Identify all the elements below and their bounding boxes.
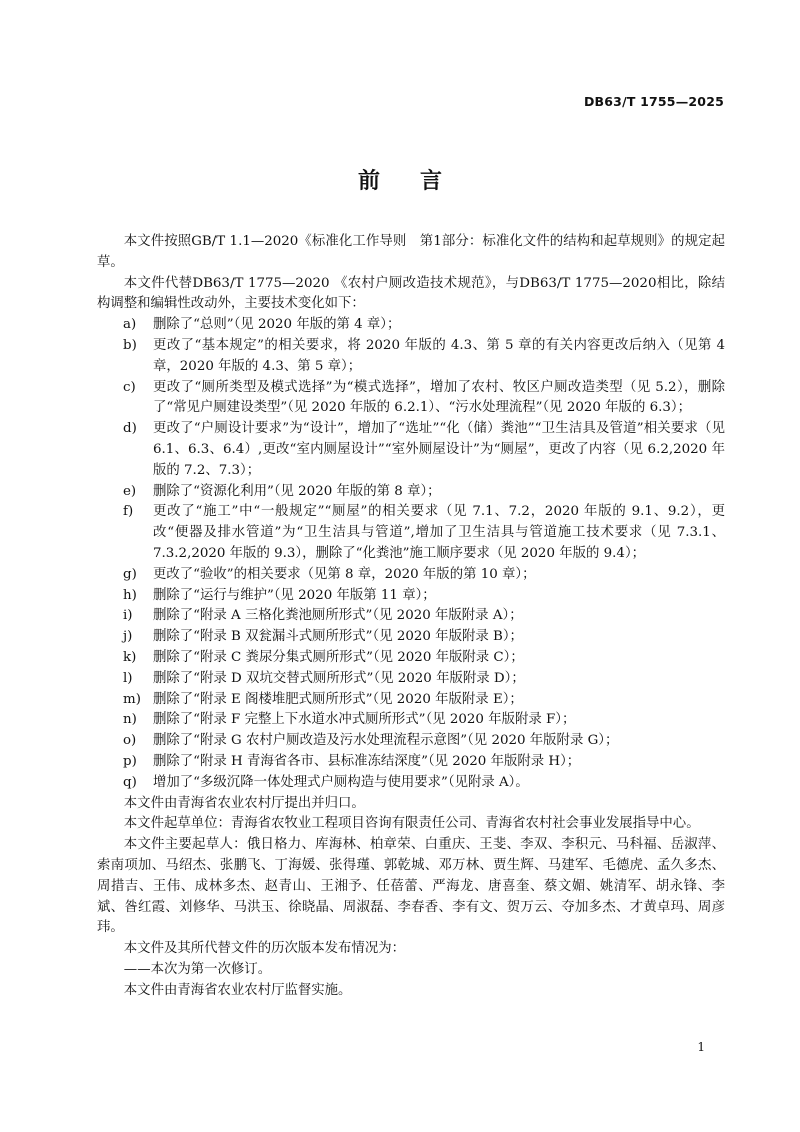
list-item-text: 删除了“附录 B 双瓮漏斗式厕所形式”（见 2020 年版附录 B）； [153,629,523,645]
list-item [97,586,725,607]
list-item-label: o) [123,733,137,749]
proposer-paragraph: 本文件由青海省农业农村厅提出并归口。 [123,795,365,811]
list-item-label: m) [123,691,141,707]
list-item-text: 删除了“附录 A 三格化粪池厕所形式”（见 2020 年版附录 A）； [153,608,523,624]
list-item-label: c) [123,379,136,395]
list-item [97,565,725,586]
list-item-label: b) [123,337,137,353]
list-item [97,710,725,731]
intro-paragraph-drafting-rules: 本文件按照GB/T 1.1—2020《标准化工作导则 第1部分：标准化文件的结构和起草规则》的规定起草。 [97,234,725,270]
list-item [97,502,725,564]
list-item [97,378,725,420]
list-item [97,606,725,627]
list-item [97,336,725,378]
list-item [97,419,725,481]
list-item-label: h) [123,587,137,603]
list-item [97,773,725,794]
list-item-label: n) [123,712,137,728]
list-item-text: 更改了“施工”中“一般规定”“厕屋”的相关要求（见 7.1、7.2，2020 年版的 9.1、9.2），更改“便器及排水管道”为“卫生洁具与管道”,增加了卫生洁具与管道施工技术要求（见 7.3.1、7.3.2,2020 年版的 9.3），删除了“化粪池”施工顺序要求（见 2020 年版的 9.4）； [153,504,725,561]
list-item-label: l) [123,670,133,686]
list-item-label: j) [123,629,133,645]
version-history-paragraph: 本文件及其所代替文件的历次版本发布情况为： [123,941,405,957]
page-number: 1 [697,1040,705,1054]
list-item [97,627,725,648]
list-item-text: 删除了“资源化利用”（见 2020 年版的第 8 章）； [153,483,441,499]
list-item [97,669,725,690]
list-item-label: i) [123,608,133,624]
document-body [97,232,725,1001]
list-item-text: 更改了“验收”的相关要求（见第 8 章，2020 年版的第 10 章）； [153,566,536,582]
drafting-units-paragraph: 本文件起草单位：青海省农牧业工程项目咨询有限责任公司、青海省农村社会事业发展指导中心。 [123,816,700,832]
list-item-label: e) [123,483,137,499]
list-item-text: 删除了“附录 E 阁楼堆肥式厕所形式”（见 2020 年版附录 E）； [153,691,523,707]
list-item [97,690,725,711]
list-item-label: a) [123,317,137,333]
list-item-text: 删除了“附录 H 青海省各市、县标准冻结深度”（见 2020 年版附录 H）； [153,753,581,769]
list-item-label: f) [123,504,134,520]
drafters-paragraph: 本文件主要起草人：俄日格力、库海林、柏章荣、白重庆、王斐、李双、李积元、马科福、岳淑萍、索南项加、马绍杰、张鹏飞、丁海媛、张得瑾、郭乾城、邓万林、贾生辉、马建军、毛德虎、孟久多杰、周措吉、王伟、成林多杰、赵青山、王湘予、任蓓蕾、严海龙、唐喜奎、蔡文媚、姚清军、胡永锋、李斌、昝红霞、刘修华、马洪玉、徐晓晶、周淑磊、李春香、李有文、贺万云、夺加多杰、才黄卓玛、周彦玮。 [97,837,725,936]
list-item [97,731,725,752]
list-item [97,752,725,773]
list-item [97,648,725,669]
list-item [97,482,725,503]
list-item-text: 删除了“附录 G 农村户厕改造及污水处理流程示意图”（见 2020 年版附录 G）； [153,733,619,749]
list-item [97,315,725,336]
list-item-text: 删除了“附录 C 粪尿分集式厕所形式”（见 2020 年版附录 C）； [153,649,524,665]
list-item-text: 删除了“附录 D 双坑交替式厕所形式”（见 2020 年版附录 D）； [153,670,525,686]
list-item-text: 增加了“多级沉降一体处理式户厕构造与使用要求”（见附录 A）。 [153,774,529,790]
list-item-text: 更改了“户厕设计要求”为“设计”，增加了“选址”“化（储）粪池”“卫生洁具及管道”相关要求（见 6.1、6.3、6.4）,更改“室内厕屋设计”“室外厕屋设计”为“厕屋”，更改了内容（见 6.2,2020 年版的 7.2、7.3）； [153,421,725,478]
list-item-text: 更改了“厕所类型及模式选择”为“模式选择”，增加了农村、牧区户厕改造类型（见 5.2），删除了“常见户厕建设类型”（见 2020 年版的 6.2.1）、“污水处理流程”（见 2020 年版的 6.3）； [153,379,725,416]
list-item-label: k) [123,649,137,665]
revision-note-paragraph: ——本次为第一次修订。 [123,961,272,977]
supervision-paragraph: 本文件由青海省农业农村厅监督实施。 [123,982,352,998]
list-item-label: d) [123,421,137,437]
list-item-label: p) [123,753,137,769]
page-title: 前言 [357,169,482,194]
list-item-label: q) [123,774,137,790]
changes-list [97,315,725,793]
list-item-text: 删除了“运行与维护”（见 2020 年版第 11 章）； [153,587,436,603]
document-code: DB63/T 1755—2025 [583,94,724,109]
list-item-label: g) [123,566,137,582]
list-item-text: 更改了“基本规定”的相关要求，将 2020 年版的 4.3、第 5 章的有关内容更改后纳入（见第 4 章，2020 年版的 4.3、第 5 章）； [153,337,725,374]
list-item-text: 删除了“总则”（见 2020 年版的第 4 章）； [153,317,401,333]
list-item-text: 删除了“附录 F 完整上下水道水冲式厕所形式”（见 2020 年版附录 F）； [153,712,576,728]
intro-paragraph-replacement: 本文件代替DB63/T 1775—2020 《农村户厕改造技术规范》，与DB63/T 1775—2020相比，除结构调整和编辑性改动外，主要技术变化如下： [97,275,725,312]
